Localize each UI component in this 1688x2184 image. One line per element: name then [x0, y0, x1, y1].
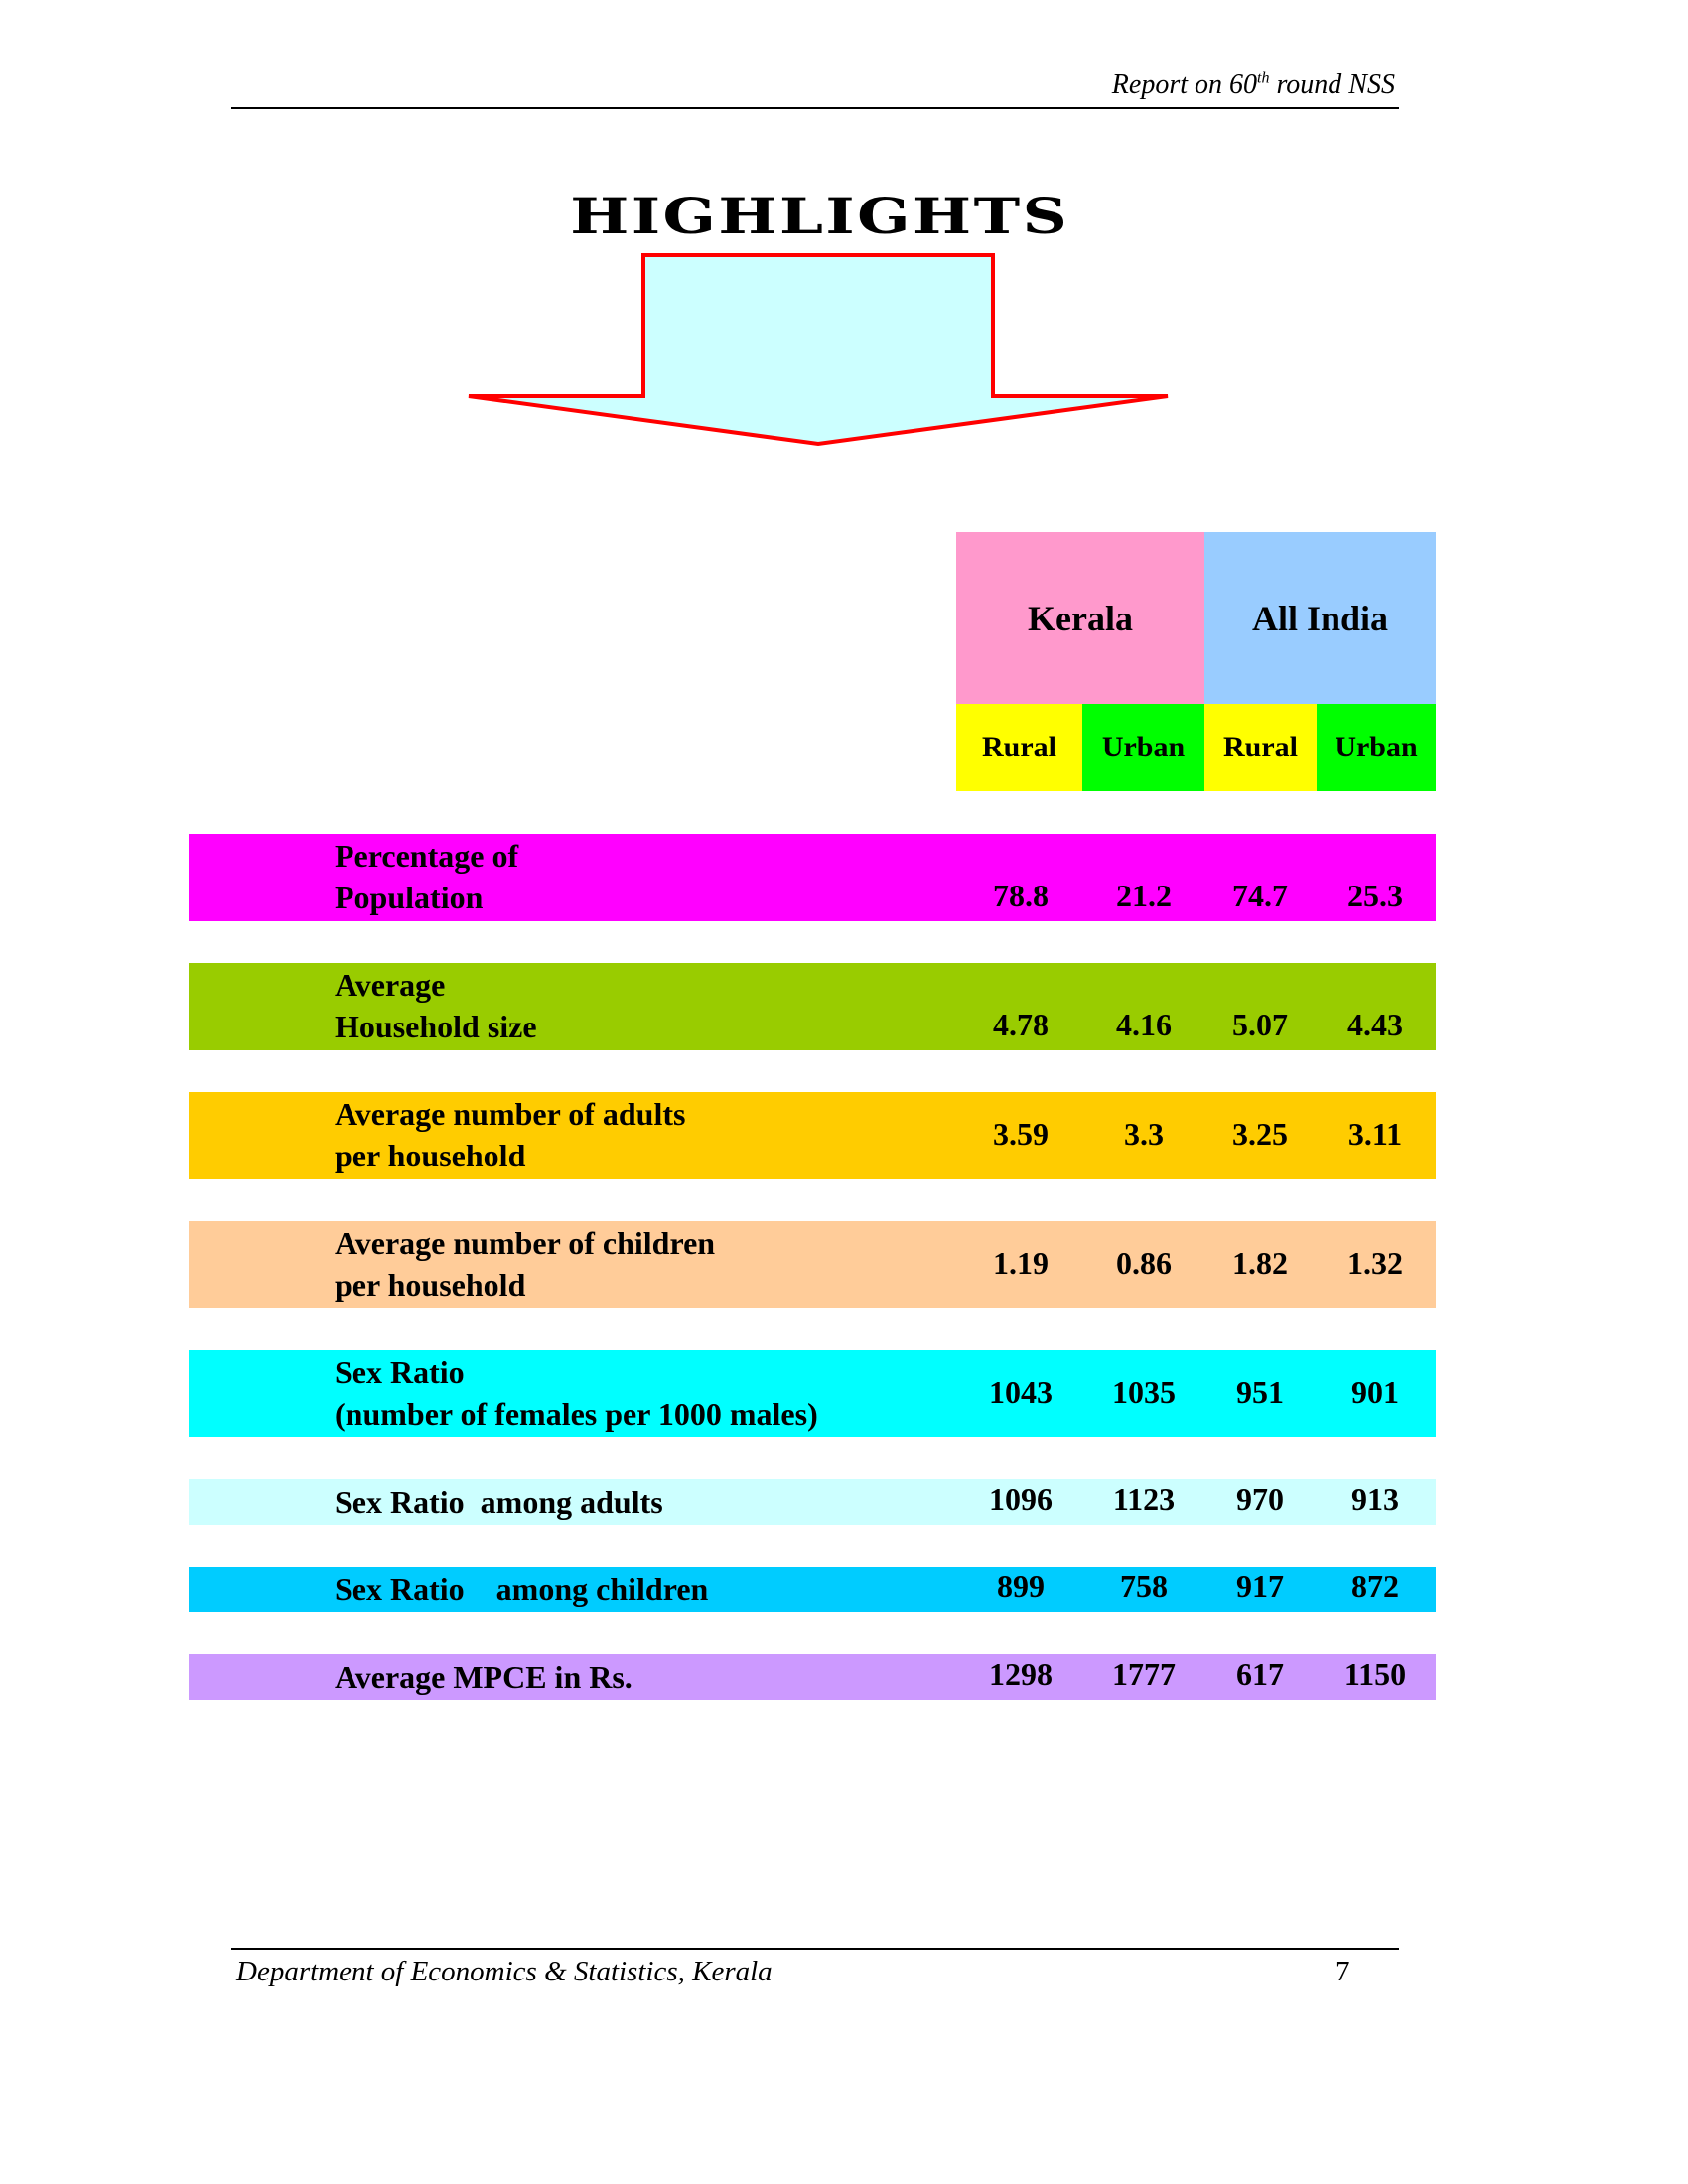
row-label-line1: Average number of children [335, 1225, 716, 1261]
value-india-urban: 1150 [1343, 1656, 1407, 1692]
value-india-urban: 913 [1351, 1481, 1399, 1517]
value-kerala-urban: 1777 [1112, 1656, 1176, 1692]
row-sex-ratio-children [189, 1567, 1436, 1612]
row-label-line2: (number of females per 1000 males) [335, 1396, 818, 1432]
value-kerala-rural: 899 [997, 1569, 1045, 1604]
value-kerala-urban: 758 [1120, 1569, 1168, 1604]
value-india-rural: 1.82 [1232, 1245, 1288, 1281]
value-india-rural: 5.07 [1232, 1007, 1288, 1042]
footer-department: Department of Economics & Statistics, Kerala [236, 1956, 773, 1987]
header-superscript: th [1257, 69, 1270, 87]
row-label-line1: Sex Ratio [335, 1354, 465, 1390]
row-average-mpce [189, 1654, 1436, 1700]
row-label [335, 1351, 818, 1434]
value-india-urban: 3.11 [1347, 1116, 1403, 1152]
row-children-per-household [189, 1221, 1436, 1308]
row-label [335, 835, 518, 918]
row-label-line1: Percentage of [335, 838, 519, 874]
value-india-urban: 872 [1351, 1569, 1399, 1604]
header-text-main: Report on 60 [1111, 69, 1257, 100]
row-adults-per-household [189, 1092, 1436, 1179]
value-india-rural: 3.25 [1232, 1116, 1288, 1152]
value-kerala-urban: 4.16 [1116, 1007, 1172, 1042]
row-sex-ratio [189, 1350, 1436, 1437]
value-kerala-urban: 3.3 [1124, 1116, 1164, 1152]
value-india-rural: 970 [1236, 1481, 1284, 1517]
header-text-tail: round NSS [1269, 69, 1395, 100]
column-header-kerala: Kerala [956, 532, 1204, 704]
header-rule [231, 107, 1399, 109]
row-label-line1: Average [335, 967, 446, 1003]
row-label: Sex Ratio among children [335, 1571, 709, 1607]
value-india-rural: 917 [1236, 1569, 1284, 1604]
value-india-urban: 901 [1351, 1374, 1399, 1410]
subheader-kerala-rural: Rural [956, 704, 1082, 791]
value-kerala-urban: 1123 [1112, 1481, 1176, 1517]
page-header [1112, 69, 1395, 101]
row-label-line2: Household size [335, 1009, 537, 1044]
value-kerala-rural: 4.78 [993, 1007, 1049, 1042]
value-kerala-rural: 1043 [989, 1374, 1053, 1410]
page-title: HIGHLIGHTS [570, 187, 1070, 245]
subheader-kerala-urban: Urban [1082, 704, 1204, 791]
down-arrow-icon [465, 250, 1180, 459]
row-label [335, 964, 537, 1047]
row-label-line1: Average number of adults [335, 1096, 686, 1132]
subheader-india-urban: Urban [1317, 704, 1436, 791]
value-kerala-urban: 21.2 [1116, 878, 1172, 913]
row-label-line2: Population [335, 880, 484, 915]
value-india-urban: 25.3 [1347, 878, 1403, 913]
value-india-rural: 74.7 [1232, 878, 1288, 913]
row-label: Sex Ratio among adults [335, 1484, 663, 1520]
value-india-rural: 951 [1236, 1374, 1284, 1410]
value-kerala-urban: 0.86 [1116, 1245, 1172, 1281]
page-number: 7 [1336, 1956, 1350, 1987]
value-kerala-rural: 78.8 [993, 878, 1049, 913]
value-india-rural: 617 [1236, 1656, 1284, 1692]
row-household-size [189, 963, 1436, 1050]
value-kerala-rural: 1298 [989, 1656, 1053, 1692]
row-label [335, 1222, 715, 1305]
row-percentage-population [189, 834, 1436, 921]
column-header-all-india: All India [1204, 532, 1436, 704]
value-india-urban: 1.32 [1347, 1245, 1403, 1281]
subheader-india-rural: Rural [1204, 704, 1317, 791]
row-label: Average MPCE in Rs. [335, 1659, 633, 1695]
value-india-urban: 4.43 [1347, 1007, 1403, 1042]
row-label-line2: per household [335, 1267, 526, 1302]
footer-rule [231, 1948, 1399, 1950]
row-label-line2: per household [335, 1138, 526, 1173]
value-kerala-rural: 1.19 [993, 1245, 1049, 1281]
value-kerala-urban: 1035 [1112, 1374, 1176, 1410]
value-kerala-rural: 3.59 [993, 1116, 1049, 1152]
value-kerala-rural: 1096 [989, 1481, 1053, 1517]
row-sex-ratio-adults [189, 1479, 1436, 1525]
row-label [335, 1093, 685, 1176]
